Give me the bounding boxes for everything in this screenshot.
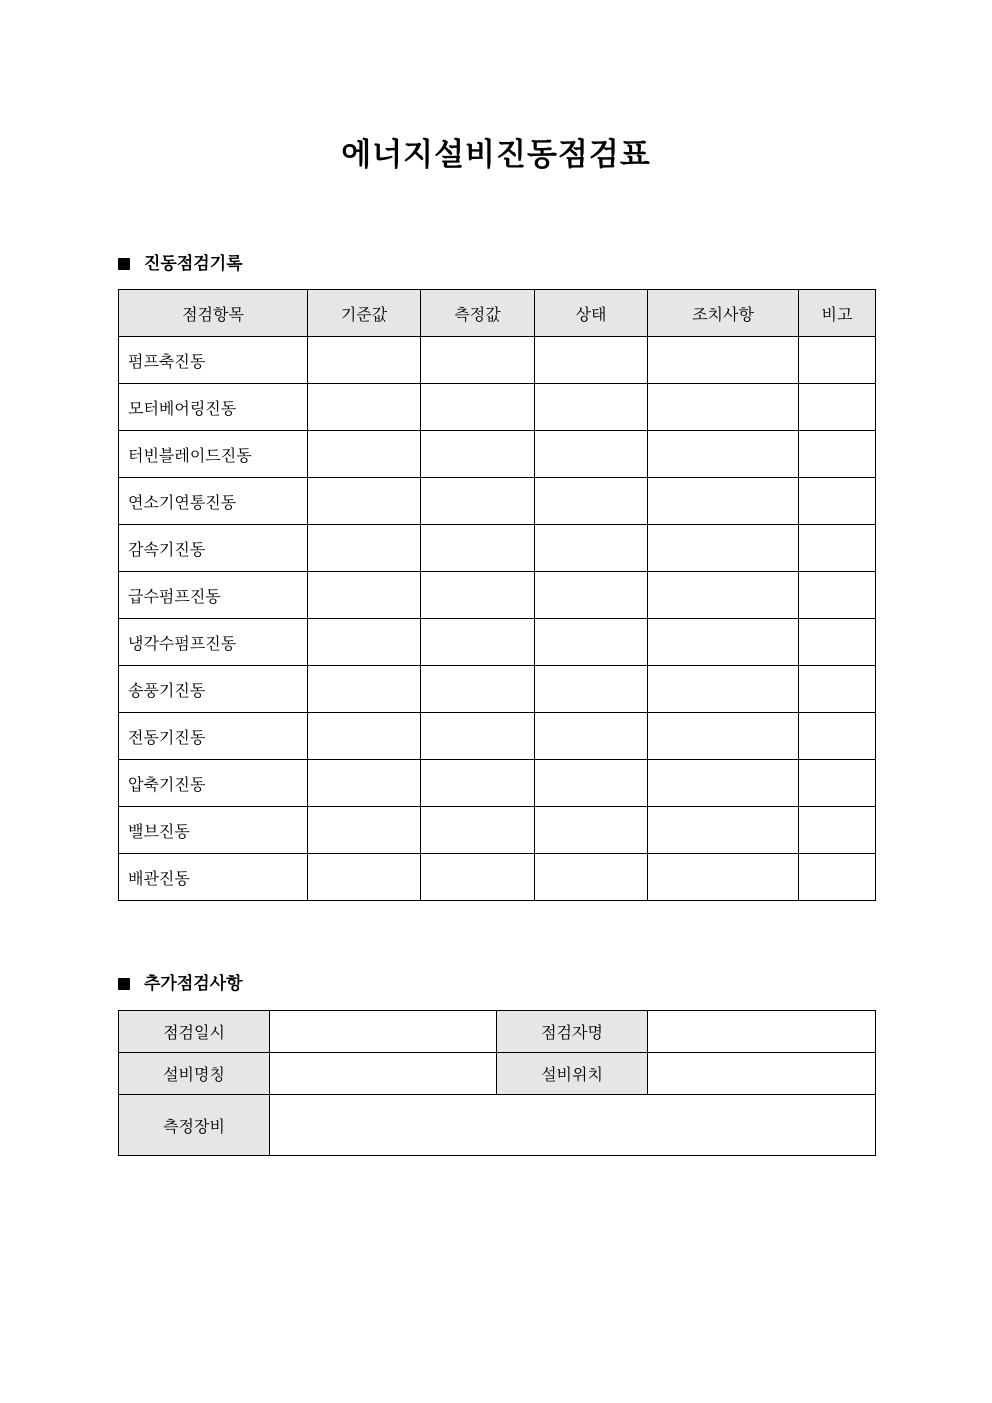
action-cell[interactable] xyxy=(648,666,799,713)
inspection-item: 배관진동 xyxy=(119,854,308,901)
action-cell[interactable] xyxy=(648,854,799,901)
section-heading-label: 추가점검사항 xyxy=(144,974,243,994)
column-header: 기준값 xyxy=(308,290,421,337)
measured-value-cell[interactable] xyxy=(421,807,535,854)
measured-value-cell[interactable] xyxy=(421,337,535,384)
table-row xyxy=(119,619,876,666)
info-row xyxy=(119,1095,876,1156)
standard-value-cell[interactable] xyxy=(308,760,421,807)
status-cell[interactable] xyxy=(535,854,648,901)
column-header: 측정값 xyxy=(421,290,535,337)
measured-value-cell[interactable] xyxy=(421,525,535,572)
table-row xyxy=(119,478,876,525)
table-row xyxy=(119,431,876,478)
column-header: 점검항목 xyxy=(119,290,308,337)
remarks-cell[interactable] xyxy=(799,337,876,384)
status-cell[interactable] xyxy=(535,807,648,854)
standard-value-cell[interactable] xyxy=(308,666,421,713)
vibration-record-table xyxy=(118,289,876,901)
info-row xyxy=(119,1011,876,1053)
remarks-cell[interactable] xyxy=(799,572,876,619)
table-row xyxy=(119,572,876,619)
equipment-name-label: 설비명칭 xyxy=(119,1053,270,1095)
info-row xyxy=(119,1053,876,1095)
measured-value-cell[interactable] xyxy=(421,384,535,431)
remarks-cell[interactable] xyxy=(799,854,876,901)
inspection-item: 전동기진동 xyxy=(119,713,308,760)
measured-value-cell[interactable] xyxy=(421,478,535,525)
status-cell[interactable] xyxy=(535,713,648,760)
remarks-cell[interactable] xyxy=(799,666,876,713)
action-cell[interactable] xyxy=(648,807,799,854)
action-cell[interactable] xyxy=(648,525,799,572)
column-header: 조치사항 xyxy=(648,290,799,337)
inspector-name-field[interactable] xyxy=(648,1011,876,1053)
table-row xyxy=(119,384,876,431)
action-cell[interactable] xyxy=(648,760,799,807)
remarks-cell[interactable] xyxy=(799,619,876,666)
table-row xyxy=(119,760,876,807)
square-bullet-icon xyxy=(118,258,130,270)
inspection-date-label: 점검일시 xyxy=(119,1011,270,1053)
section-heading-additional-items xyxy=(118,972,243,996)
status-cell[interactable] xyxy=(535,478,648,525)
remarks-cell[interactable] xyxy=(799,713,876,760)
square-bullet-icon xyxy=(118,978,130,990)
page-title: 에너지설비진동점검표 xyxy=(341,137,651,173)
status-cell[interactable] xyxy=(535,431,648,478)
action-cell[interactable] xyxy=(648,619,799,666)
inspection-item: 펌프축진동 xyxy=(119,337,308,384)
action-cell[interactable] xyxy=(648,713,799,760)
measured-value-cell[interactable] xyxy=(421,713,535,760)
table-header-row xyxy=(119,290,876,337)
status-cell[interactable] xyxy=(535,666,648,713)
inspection-date-field[interactable] xyxy=(270,1011,497,1053)
remarks-cell[interactable] xyxy=(799,525,876,572)
measured-value-cell[interactable] xyxy=(421,666,535,713)
inspection-item: 터빈블레이드진동 xyxy=(119,431,308,478)
action-cell[interactable] xyxy=(648,572,799,619)
remarks-cell[interactable] xyxy=(799,760,876,807)
status-cell[interactable] xyxy=(535,525,648,572)
standard-value-cell[interactable] xyxy=(308,713,421,760)
section-heading-label: 진동점검기록 xyxy=(144,254,243,274)
inspection-item: 압축기진동 xyxy=(119,760,308,807)
standard-value-cell[interactable] xyxy=(308,807,421,854)
standard-value-cell[interactable] xyxy=(308,337,421,384)
action-cell[interactable] xyxy=(648,431,799,478)
inspector-name-label: 점검자명 xyxy=(497,1011,648,1053)
equipment-location-label: 설비위치 xyxy=(497,1053,648,1095)
measuring-instrument-label: 측정장비 xyxy=(119,1095,270,1156)
remarks-cell[interactable] xyxy=(799,384,876,431)
status-cell[interactable] xyxy=(535,619,648,666)
standard-value-cell[interactable] xyxy=(308,384,421,431)
inspection-item: 송풍기진동 xyxy=(119,666,308,713)
standard-value-cell[interactable] xyxy=(308,431,421,478)
table-row xyxy=(119,666,876,713)
measured-value-cell[interactable] xyxy=(421,572,535,619)
action-cell[interactable] xyxy=(648,478,799,525)
inspection-item: 밸브진동 xyxy=(119,807,308,854)
table-row xyxy=(119,713,876,760)
remarks-cell[interactable] xyxy=(799,807,876,854)
measured-value-cell[interactable] xyxy=(421,431,535,478)
section-heading-vibration-record xyxy=(118,252,243,276)
column-header: 상태 xyxy=(535,290,648,337)
inspection-item: 급수펌프진동 xyxy=(119,572,308,619)
equipment-location-field[interactable] xyxy=(648,1053,876,1095)
measured-value-cell[interactable] xyxy=(421,760,535,807)
measured-value-cell[interactable] xyxy=(421,854,535,901)
table-row xyxy=(119,525,876,572)
inspection-item: 연소기연통진동 xyxy=(119,478,308,525)
equipment-name-field[interactable] xyxy=(270,1053,497,1095)
standard-value-cell[interactable] xyxy=(308,572,421,619)
standard-value-cell[interactable] xyxy=(308,478,421,525)
standard-value-cell[interactable] xyxy=(308,854,421,901)
additional-info-table xyxy=(118,1010,876,1156)
inspection-item: 냉각수펌프진동 xyxy=(119,619,308,666)
status-cell[interactable] xyxy=(535,760,648,807)
remarks-cell[interactable] xyxy=(799,478,876,525)
inspection-item: 모터베어링진동 xyxy=(119,384,308,431)
measuring-instrument-field[interactable] xyxy=(270,1095,876,1156)
table-row xyxy=(119,337,876,384)
measured-value-cell[interactable] xyxy=(421,619,535,666)
standard-value-cell[interactable] xyxy=(308,619,421,666)
status-cell[interactable] xyxy=(535,337,648,384)
remarks-cell[interactable] xyxy=(799,431,876,478)
column-header: 비고 xyxy=(799,290,876,337)
standard-value-cell[interactable] xyxy=(308,525,421,572)
status-cell[interactable] xyxy=(535,384,648,431)
status-cell[interactable] xyxy=(535,572,648,619)
action-cell[interactable] xyxy=(648,384,799,431)
action-cell[interactable] xyxy=(648,337,799,384)
inspection-item: 감속기진동 xyxy=(119,525,308,572)
table-row xyxy=(119,807,876,854)
table-row xyxy=(119,854,876,901)
